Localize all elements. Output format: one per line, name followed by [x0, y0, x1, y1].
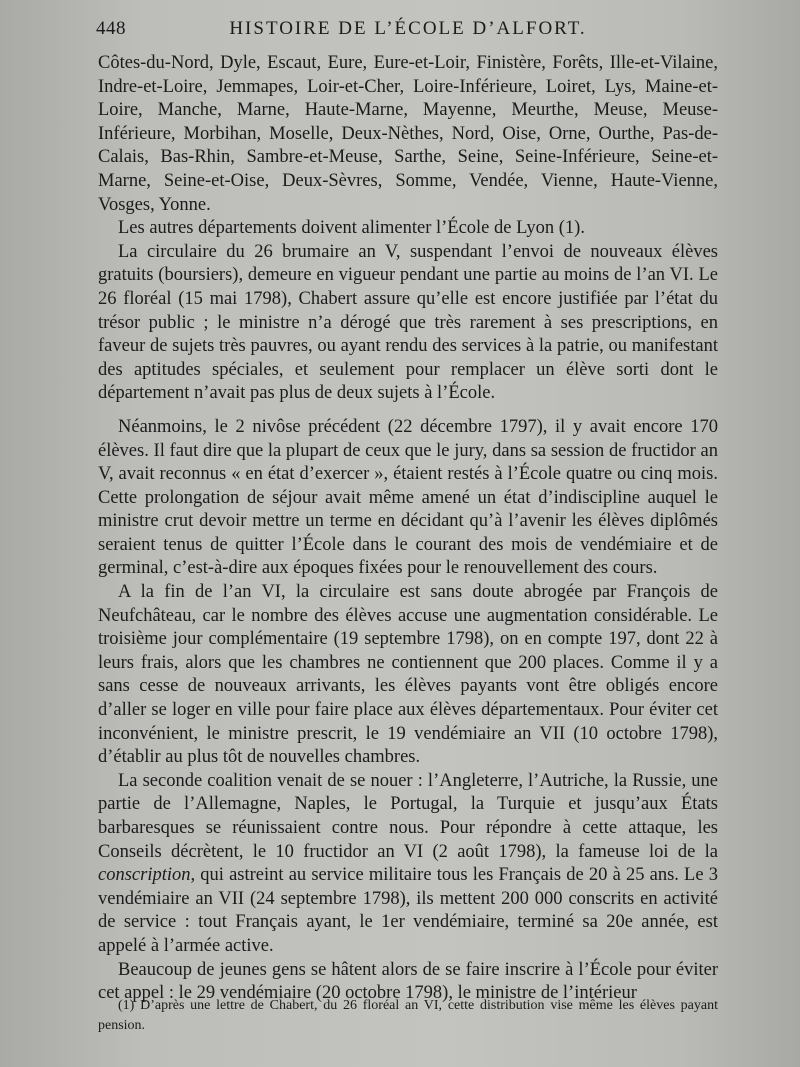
paragraph-neanmoins: Néanmoins, le 2 nivôse précédent (22 décembre 1797), il y avait encore 170 élèves. Il faut dire que la plupart de ceux que le jury, dans sa session de fructidor an V, avait reconnus « en état d’exercer », étaient restés à l’École quatre ou cinq mois. Cette prolongation de séjour avait même amené un état d’indiscipline auquel le ministre crut devoir mettre un terme en décidant qu’à l’avenir les élèves diplômés seraient tenus de quitter l’École dans le courant des mois de vendémiaire et de germinal, c’est-à-dire aux époques fixées pour le renouvellement des cours. — [98, 416, 718, 579]
paragraph-fin-an-vi: A la fin de l’an VI, la circulaire est sans doute abrogée par François de Neufchâteau, car le nombre des élèves accuse une augmentation considérable. Le troisième jour complémentaire (19 septembre 1798), on en compte 197, dont 22 à leurs frais, alors que les chambres ne contiennent que 200 places. Comme il y a sans cesse de nouveaux arrivants, les élèves payants vont être obligés encore d’aller se loger en ville pour faire place aux élèves départementaux. Pour éviter cet inconvénient, le ministre prescrit, le 19 vendémiaire an VII (10 octobre 1798), d’établir au plus tôt de nouvelles chambres. — [98, 582, 718, 768]
footnote-text: (1) D’après une lettre de Chabert, du 26 floréal an VI, cette distribution vise même les élèves payant pension. — [98, 998, 718, 1033]
conscription-emphasis: conscription — [98, 865, 191, 886]
body-text — [98, 52, 718, 1006]
paragraph-lyon: Les autres départements doivent alimenter l’École de Lyon (1). — [118, 218, 585, 239]
paragraph-departments-list: Côtes-du-Nord, Dyle, Escaut, Eure, Eure-et-Loir, Finistère, Forêts, Ille-et-Vilaine, Indre-et-Loire, Jemmapes, Loir-et-Cher, Loire-Inférieure, Loiret, Lys, Maine-et-Loire, Manche, Marne, Haute-Marne, Mayenne, Meurthe, Meuse, Meuse-Inférieure, Morbihan, Moselle, Deux-Nèthes, Nord, Oise, Orne, Ourthe, Pas-de-Calais, Bas-Rhin, Sambre-et-Meuse, Sarthe, Seine, Seine-Inférieure, Seine-et-Marne, Seine-et-Oise, Deux-Sèvres, Somme, Vendée, Vienne, Haute-Vienne, Vosges, Yonne. — [98, 53, 718, 215]
footnote — [98, 996, 718, 1036]
page-number: 448 — [96, 18, 126, 39]
coalition-text-after: , qui astreint au service militaire tous les Français de 20 à 25 ans. Le 3 vendémiaire an VII (24 septembre 1798), ils mettent 200 000 conscrits en activité de service : tout Français ayant, le 1er vendémiaire, terminé sa 20e année, est appelé à l’armée active. — [98, 865, 718, 956]
paragraph-beaucoup: Beaucoup de jeunes gens se hâtent alors de se faire inscrire à l’École pour éviter cet appel : le 29 vendémiaire (20 octobre 1798), le ministre de l’intérieur — [98, 959, 718, 1004]
paragraph-coalition — [98, 770, 718, 959]
running-title: HISTOIRE DE L’ÉCOLE D’ALFORT. — [229, 18, 587, 39]
page-header — [96, 14, 720, 42]
coalition-text-before: La seconde coalition venait de se nouer : l’Angleterre, l’Autriche, la Russie, une partie de l’Allemagne, Naples, le Portugal, la Turquie et jusqu’aux États barbaresques se réunissaient contre nous. Pour répondre à cette attaque, les Conseils décrètent, le 10 fructidor an VI (2 août 1798), la fameuse loi de la — [98, 770, 718, 862]
paragraph-circulaire: La circulaire du 26 brumaire an V, suspendant l’envoi de nouveaux élèves gratuits (boursiers), demeure en vigueur pendant une partie au moins de l’an VI. Le 26 floréal (15 mai 1798), Chabert assure qu’elle est encore justifiée par l’état du trésor public ; le ministre n’a dérogé que très rarement à ses prescriptions, en faveur de sujets très pauvres, ou ayant rendu des services à la patrie, ou manifestant des aptitudes spéciales, et seulement pour remplacer un élève sorti dont le département n’avait pas plus de deux sujets à l’École. — [98, 241, 718, 404]
